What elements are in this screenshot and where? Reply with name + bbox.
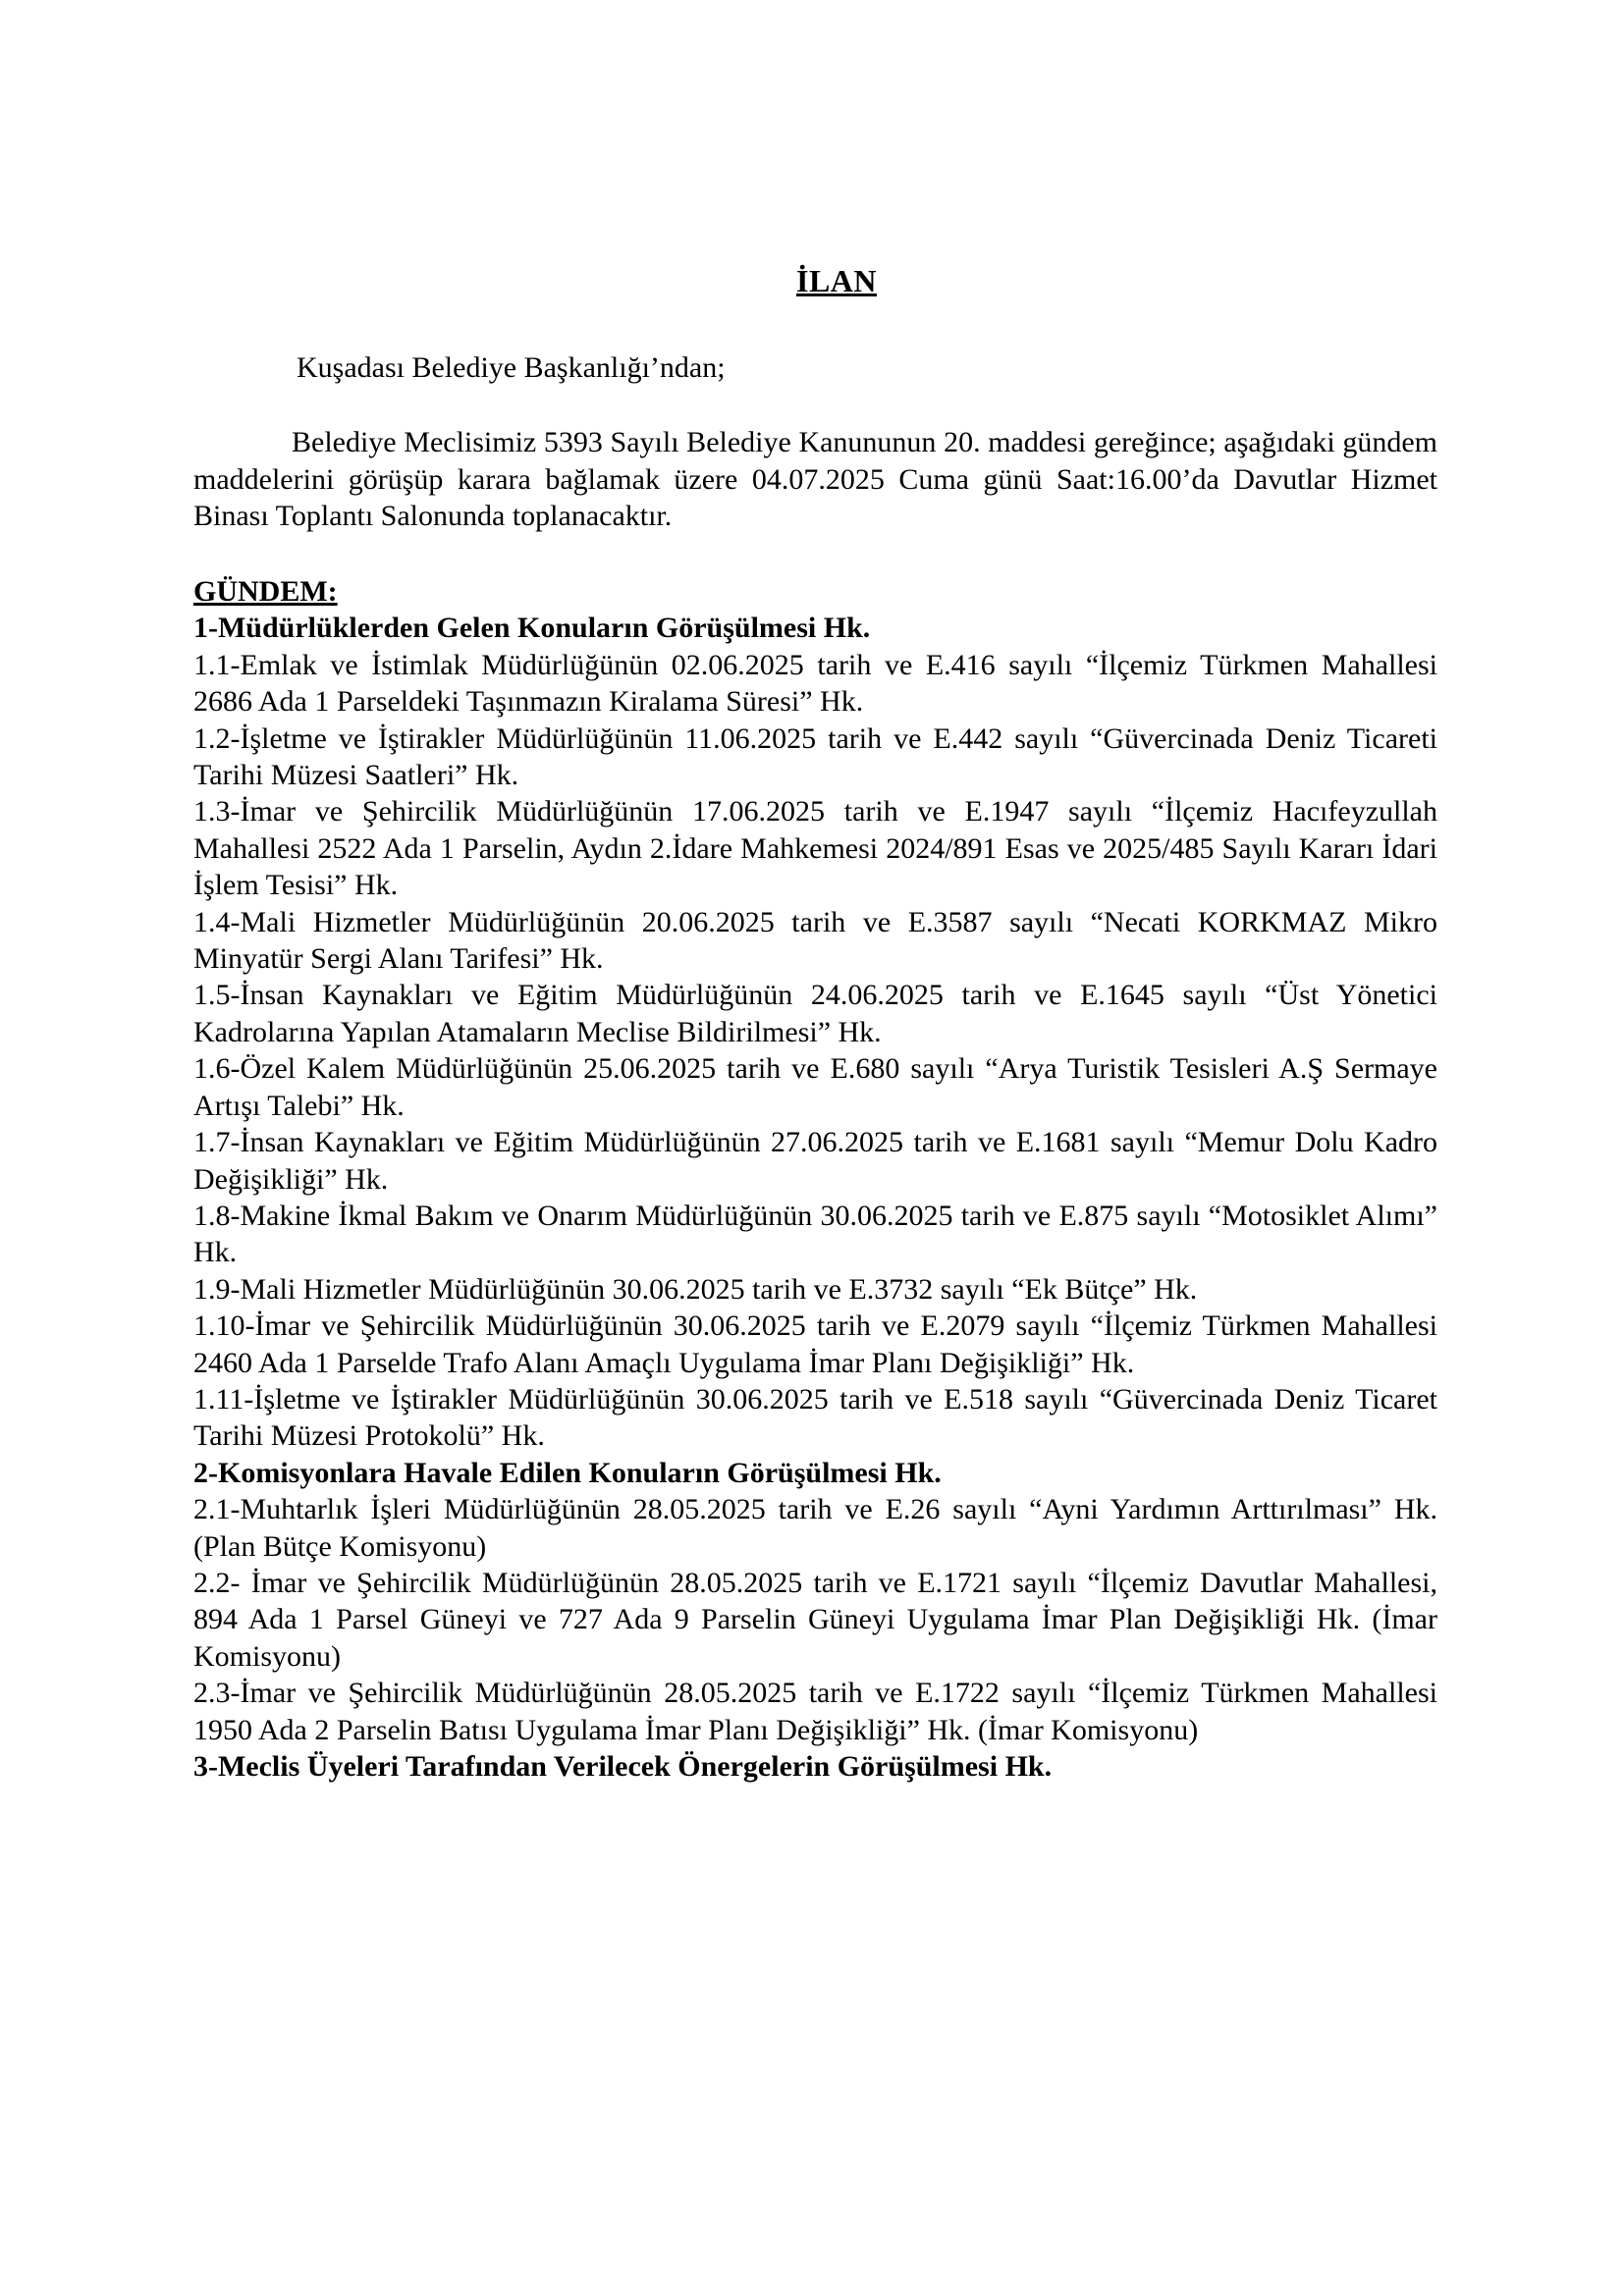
- section-title: 2-Komisyonlara Havale Edilen Konuların Görüşülmesi Hk.: [193, 1456, 942, 1489]
- agenda-item: 1.2-İşletme ve İştirakler Müdürlüğünün 11.06.2025 tarih ve E.442 sayılı “Güvercinada Deniz Ticareti Tarihi Müzesi Saatleri” Hk.: [193, 721, 1437, 792]
- agenda-item: 1.9-Mali Hizmetler Müdürlüğünün 30.06.2025 tarih ve E.3732 sayılı “Ek Bütçe” Hk.: [193, 1272, 1198, 1306]
- intro-paragraph: Belediye Meclisimiz 5393 Sayılı Belediye Kanununun 20. maddesi gereğince; aşağıdaki gündem maddelerini görüşüp karara bağlamak üzere 04.07.2025 Cuma günü Saat:16.00’da Davutlar Hizmet Binası Toplantı Salonunda toplanacaktır.: [193, 426, 1437, 532]
- section-title: 3-Meclis Üyeleri Tarafından Verilecek Önergelerin Görüşülmesi Hk.: [193, 1750, 1053, 1783]
- document-title: [0, 263, 1624, 299]
- agenda-item: 1.5-İnsan Kaynakları ve Eğitim Müdürlüğünün 24.06.2025 tarih ve E.1645 sayılı “Üst Yönetici Kadrolarına Yapılan Atamaların Meclise Bildirilmesi” Hk.: [193, 979, 1437, 1048]
- agenda-item: 1.7-İnsan Kaynakları ve Eğitim Müdürlüğünün 27.06.2025 tarih ve E.1681 sayılı “Memur Dolu Kadro Değişikliği” Hk.: [193, 1126, 1437, 1196]
- agenda-section-3: [193, 1748, 1437, 1785]
- agenda-section-1: [193, 610, 1437, 1454]
- agenda-item: 1.1-Emlak ve İstimlak Müdürlüğünün 02.06.2025 tarih ve E.416 sayılı “İlçemiz Türkmen Mahallesi 2686 Ada 1 Parseldeki Taşınmazın Kiralama Süresi” Hk.: [193, 648, 1437, 719]
- issuer-line: Kuşadası Belediye Başkanlığı’ndan;: [297, 351, 726, 384]
- agenda-section-2: [193, 1455, 1437, 1748]
- agenda-item: 2.3-İmar ve Şehircilik Müdürlüğünün 28.05.2025 tarih ve E.1722 sayılı “İlçemiz Türkmen Mahallesi 1950 Ada 2 Parselin Batısı Uygulama İmar Planı Değişikliği” Hk. (İmar Komisyonu): [193, 1677, 1437, 1746]
- agenda-item: 1.6-Özel Kalem Müdürlüğünün 25.06.2025 tarih ve E.680 sayılı “Arya Turistik Tesisleri A.Ş Sermaye Artışı Talebi” Hk.: [193, 1052, 1437, 1122]
- agenda-heading: GÜNDEM:: [193, 575, 338, 608]
- agenda-item: 2.2- İmar ve Şehircilik Müdürlüğünün 28.05.2025 tarih ve E.1721 sayılı “İlçemiz Davutlar Mahallesi, 894 Ada 1 Parsel Güneyi ve 727 Ada 9 Parselin Güneyi Uygulama İmar Plan Değişikliği Hk. (İmar Komisyonu): [193, 1566, 1437, 1673]
- agenda-item: 2.1-Muhtarlık İşleri Müdürlüğünün 28.05.2025 tarih ve E.26 sayılı “Ayni Yardımın Arttırılması” Hk. (Plan Bütçe Komisyonu): [193, 1493, 1437, 1563]
- agenda-item: 1.11-İşletme ve İştirakler Müdürlüğünün 30.06.2025 tarih ve E.518 sayılı “Güvercinada Deniz Ticaret Tarihi Müzesi Protokolü” Hk.: [193, 1382, 1437, 1453]
- section-title: 1-Müdürlüklerden Gelen Konuların Görüşülmesi Hk.: [193, 612, 871, 645]
- agenda-item: 1.3-İmar ve Şehircilik Müdürlüğünün 17.06.2025 tarih ve E.1947 sayılı “İlçemiz Hacıfeyzullah Mahallesi 2522 Ada 1 Parselin, Aydın 2.İdare Mahkemesi 2024/891 Esas ve 2025/485 Sayılı Kararı İdari İşlem Tesisi” Hk.: [193, 795, 1437, 902]
- agenda-item: 1.4-Mali Hizmetler Müdürlüğünün 20.06.2025 tarih ve E.3587 sayılı “Necati KORKMAZ Mikro Minyatür Sergi Alanı Tarifesi” Hk.: [193, 905, 1437, 976]
- document-title-text: İLAN: [795, 263, 877, 298]
- agenda-item: 1.8-Makine İkmal Bakım ve Onarım Müdürlüğünün 30.06.2025 tarih ve E.875 sayılı “Motosiklet Alımı” Hk.: [193, 1199, 1437, 1269]
- agenda-item: 1.10-İmar ve Şehircilik Müdürlüğünün 30.06.2025 tarih ve E.2079 sayılı “İlçemiz Türkmen Mahallesi 2460 Ada 1 Parselde Trafo Alanı Amaçlı Uygulama İmar Planı Değişikliği” Hk.: [193, 1309, 1437, 1379]
- agenda: [193, 573, 1437, 1785]
